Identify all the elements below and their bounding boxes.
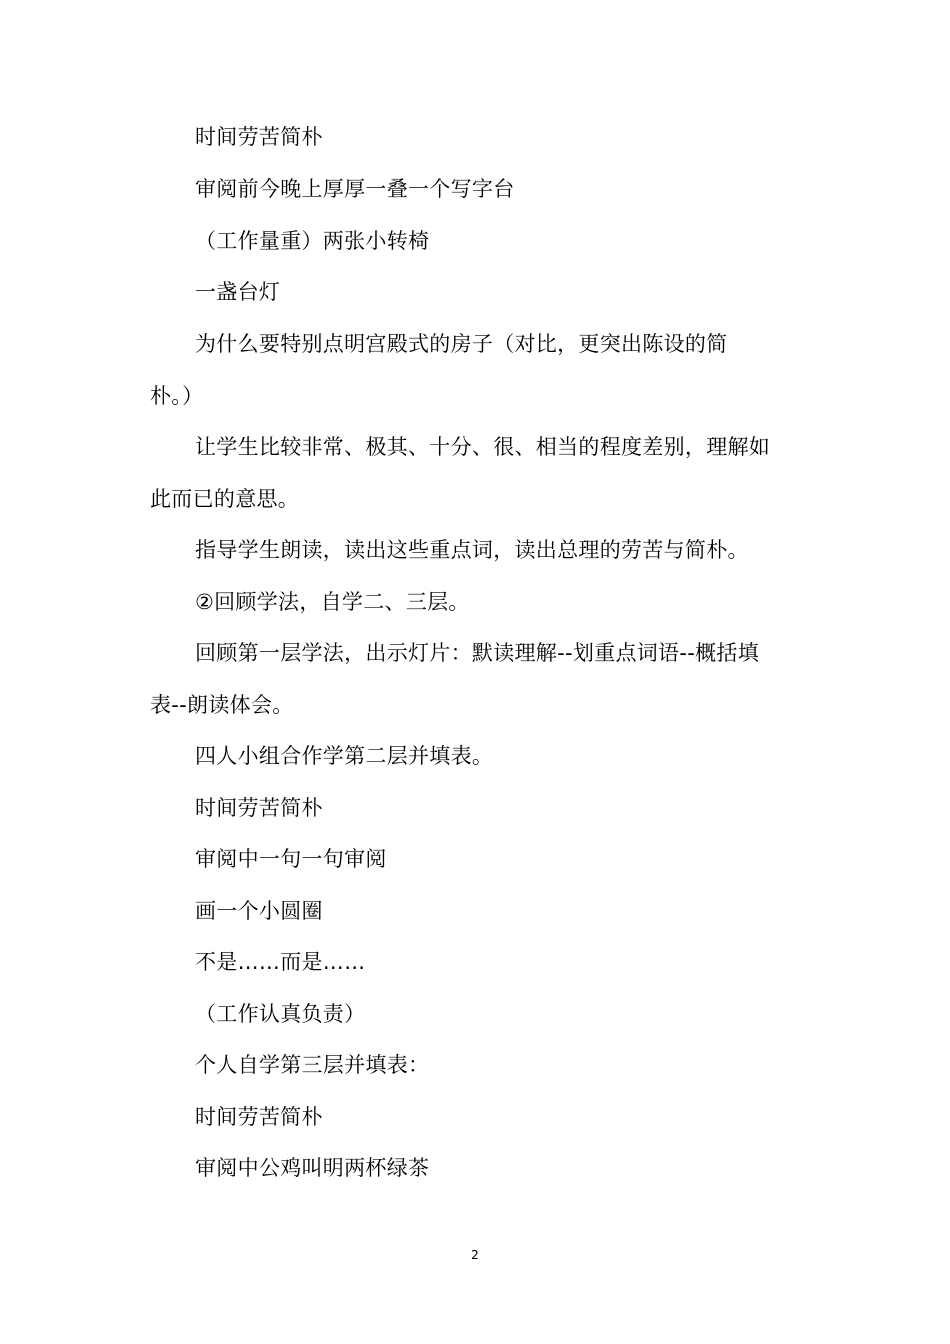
text-line-desk-lamp: 一盏台灯	[195, 280, 281, 304]
text-line-work-responsible: （工作认真负责）	[195, 1002, 366, 1026]
text-line-small-circle: 画一个小圆圈	[195, 899, 323, 923]
text-line-first-layer-method-cont: 表--朗读体会。	[150, 693, 294, 717]
text-line-group-work: 四人小组合作学第二层并填表。	[195, 744, 494, 768]
text-line-rooster-green-tea: 审阅中公鸡叫明两杯绿茶	[195, 1156, 430, 1180]
text-line-review-method: ②回顾学法，自学二、三层。	[195, 590, 470, 614]
text-line-time-hardship-simplicity-1: 时间劳苦简朴	[195, 125, 323, 149]
text-line-compare-degree: 让学生比较非常、极其、十分、很、相当的程度差别，理解如	[195, 435, 771, 459]
text-line-time-hardship-simplicity-2: 时间劳苦简朴	[195, 796, 323, 820]
text-line-time-hardship-simplicity-3: 时间劳苦简朴	[195, 1105, 323, 1129]
text-line-not-but: 不是……而是……	[195, 950, 366, 974]
text-line-palace-house-question: 为什么要特别点明宫殿式的房子（对比，更突出陈设的简	[195, 332, 728, 356]
text-line-compare-degree-cont: 此而已的意思。	[150, 487, 300, 511]
text-line-review-before-tonight: 审阅前今晚上厚厚一叠一个写字台	[195, 177, 515, 201]
text-line-workload-heavy: （工作量重）两张小转椅	[195, 229, 430, 253]
text-line-palace-house-question-cont: 朴。）	[150, 384, 204, 408]
text-line-self-study-third-layer: 个人自学第三层并填表：	[195, 1053, 430, 1077]
text-line-review-sentence-by-sentence: 审阅中一句一句审阅	[195, 847, 387, 871]
text-line-first-layer-method: 回顾第一层学法，出示灯片：默读理解--划重点词语--概括填	[195, 641, 760, 665]
text-line-guide-reading: 指导学生朗读，读出这些重点词，读出总理的劳苦与简朴。	[195, 538, 749, 562]
page-number: 2	[471, 1248, 479, 1262]
